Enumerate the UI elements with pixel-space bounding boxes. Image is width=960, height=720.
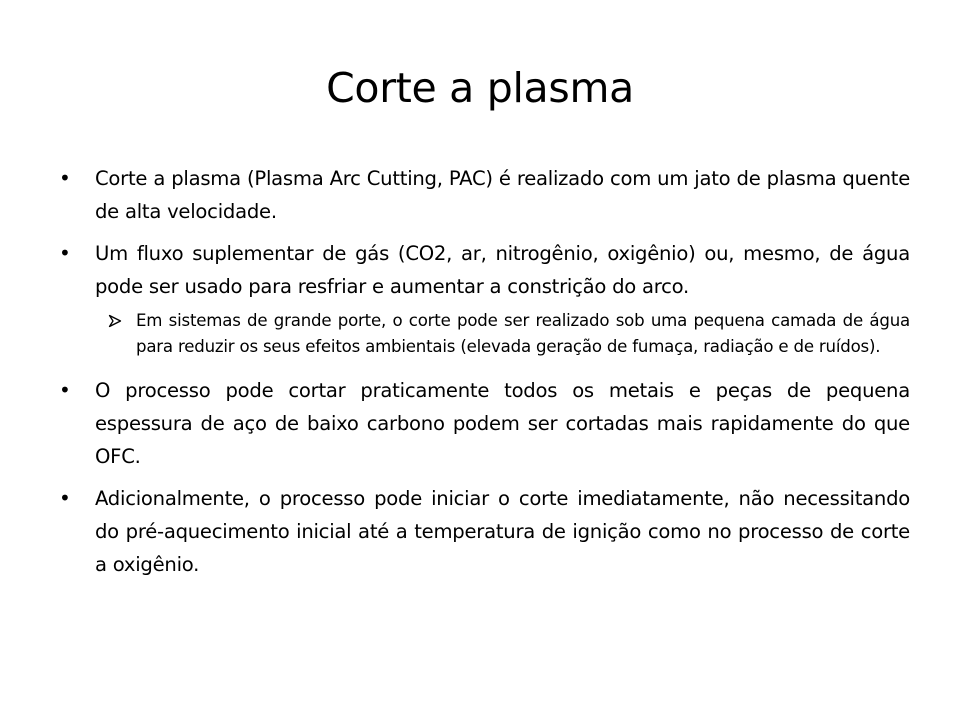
sub-bullet-text: Em sistemas de grande porte, o corte pode ser realizado sob uma pequena camada de água para reduzir os seus efeitos ambientais (elevada geração de fumaça, radiação e de ruídos).	[136, 311, 910, 356]
sub-bullet-item	[50, 308, 910, 360]
bullet-text: O processo pode cortar praticamente todos os metais e peças de pequena espessura de aço de baixo carbono podem ser cortadas mais rapidamente do que OFC.	[95, 379, 910, 468]
bullet-text: Corte a plasma (Plasma Arc Cutting, PAC) é realizado com um jato de plasma quente de alta velocidade.	[95, 167, 910, 223]
bullet-dot-icon: •	[59, 241, 71, 265]
bullet-dot-icon: •	[59, 486, 71, 510]
bullet-item	[50, 162, 910, 228]
bullet-item	[50, 374, 910, 473]
slide-title: Corte a plasma	[326, 64, 634, 112]
bullet-dot-icon: •	[59, 166, 71, 190]
slide-content	[50, 162, 910, 590]
bullet-text: Um fluxo suplementar de gás (CO2, ar, nitrogênio, oxigênio) ou, mesmo, de água pode ser usado para resfriar e aumentar a constrição do arco.	[95, 242, 910, 298]
bullet-item	[50, 482, 910, 581]
bullet-item	[50, 237, 910, 303]
bullet-dot-icon: •	[59, 378, 71, 402]
bullet-text: Adicionalmente, o processo pode iniciar o corte imediatamente, não necessitando do pré-aquecimento inicial até a temperatura de ignição como no processo de corte a oxigênio.	[95, 487, 910, 576]
arrowhead-bullet-icon	[108, 314, 122, 328]
